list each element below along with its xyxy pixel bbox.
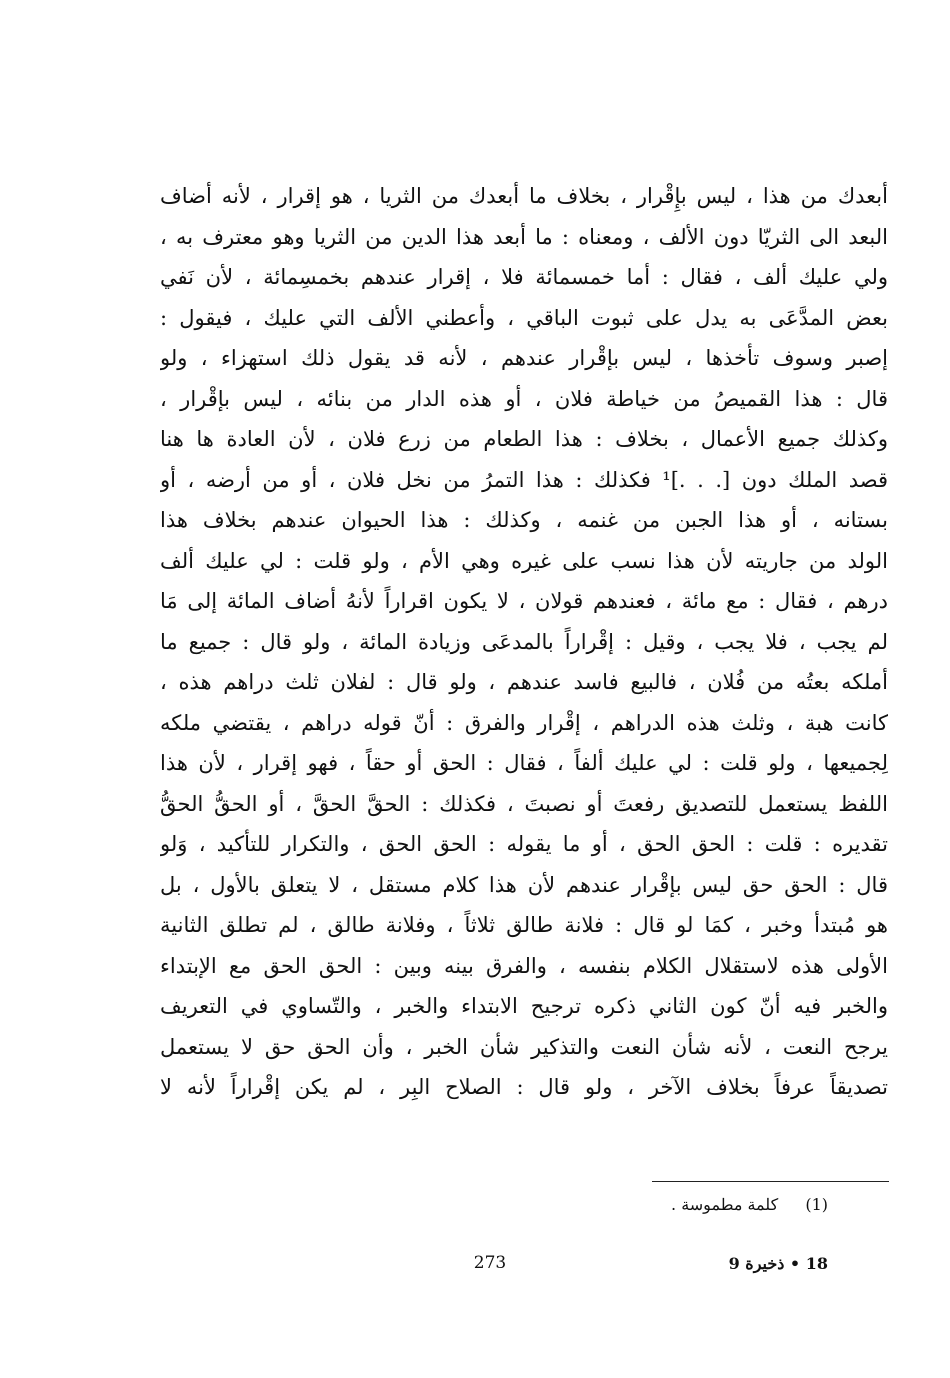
text-line: أملكه بعتُه من فُلان ، فالبيع فاسد عندهم ، ولو قال : لفلان ثلث دراهم هذه ، [160, 670, 888, 694]
footnote-number: (1) [805, 1195, 828, 1214]
page-number: 273 [473, 1253, 507, 1273]
footnote-text: كلمة مطموسة . [671, 1195, 779, 1214]
text-line: تقديره : قلت : الحق الحق ، أو ما يقوله : الحق الحق ، والتكرار للتأكيد ، وَلو [160, 832, 888, 856]
text-line: البعد الى الثريّا دون الألف ، ومعناه : ما أبعد هذا الدين من الثريا وهو معترف به ، [160, 224, 888, 249]
footnote-divider [652, 1181, 889, 1182]
text-line: يرجح النعت ، لأنه شأن النعت والتذكير شأن الخبر ، وأن الحق حق لا يستعمل [160, 1034, 888, 1059]
main-text-block [160, 176, 888, 1108]
text-line: بستانه ، أو هذا الجبن من غنمه ، وكذلك : هذا الحيوان عندهم بخلاف هذا [160, 508, 888, 532]
text-line: درهم ، فقال : مع مائة ، فعندهم قولان ، لا يكون اقراراً لأنهُ أضاف المائة إلى مَا [160, 589, 888, 613]
text-line: هو مُبتدأ وخبر ، كمَا لو قال : فلانة طالق ثلاثاً ، وفلانة طالق ، لم تطلق الثانية [160, 913, 888, 937]
text-line: كانت هبة ، وثلث هذه الدراهم ، إقْرار والفرق : أنّ قوله دراهم ، يقتضي ملكه [160, 710, 888, 735]
text-line: أبعدك من هذا ، ليس بإِقْرار ، بخلاف ما أبعدك من الثريا ، هو إقرار ، لأنه أضاف [160, 184, 888, 208]
text-line: قال : الحق حق ليس بإقْرار عندهم لأن هذا كلام مستقل ، لا يتعلق بالأول ، بل [160, 872, 888, 897]
text-line: اللفظ يستعمل للتصديق رفعتَ أو نصبتَ ، فكذلك : الحقَّ الحقَّ ، أو الحقُّ الحقُّ [160, 791, 888, 816]
text-line: إصبر وسوف تأخذها ، ليس بإقْرار عندهم ، لأنه قد يقول ذلك استهزاء ، ولو [160, 346, 888, 370]
text-line: تصديقاً عرفاً بخلاف الآخر ، ولو قال : الصلاح البِر ، لم يكن إقْراراً لأنه لا [160, 1075, 888, 1099]
text-line: ولي عليك ألف ، فقال : أما خمسمائة فلا ، إقرار عندهم بخمسِمائة ، لأن نَفي [160, 265, 888, 289]
text-line: لِجميعها ، ولو قلت : لي عليك ألفاً ، فقال : الحق أو حقاً ، فهو إقرار ، لأن هذا [160, 751, 888, 775]
text-line: والخبر فيه أنّ كون الثاني ذكره ترجيح الابتداء والخبر ، والتّساوي في التعريف [160, 994, 888, 1018]
text-line: الولد من جاريته لأن هذا نسب على غيره وهي الأم ، ولو قلت : لي عليك ألف [160, 548, 888, 573]
footnote [671, 1192, 828, 1218]
text-line: الأولى هذه لاستقلال الكلام بنفسه ، والفرق بينه وبين : الحق الحق مع الإبتداء [160, 953, 888, 978]
text-line: قال : هذا القميصُ من خياطة فلان ، أو هذه الدار من بنائه ، ليس بإقْرار ، [160, 386, 888, 411]
text-line: لم يجب ، فلا يجب ، وقيل : إقْراراً بالمدعَى وزيادة المائة ، ولو قال : جميع ما [160, 629, 888, 654]
printer-signature: 18 • ذخيرة 9 [728, 1254, 828, 1273]
text-line: وكذلك جميع الأعمال ، بخلاف : هذا الطعام من زرع فلان ، لأن العادة ها هنا [160, 427, 888, 451]
text-line: قصد الملك دون [. . .]¹ فكذلك : هذا التمرُ من نخل فلان ، أو من أرضه ، أو [160, 467, 888, 492]
text-line: بعض المدَّعَى به يدل على ثبوت الباقي ، وأعطني الألف التي عليك ، فيقول : [160, 305, 888, 330]
